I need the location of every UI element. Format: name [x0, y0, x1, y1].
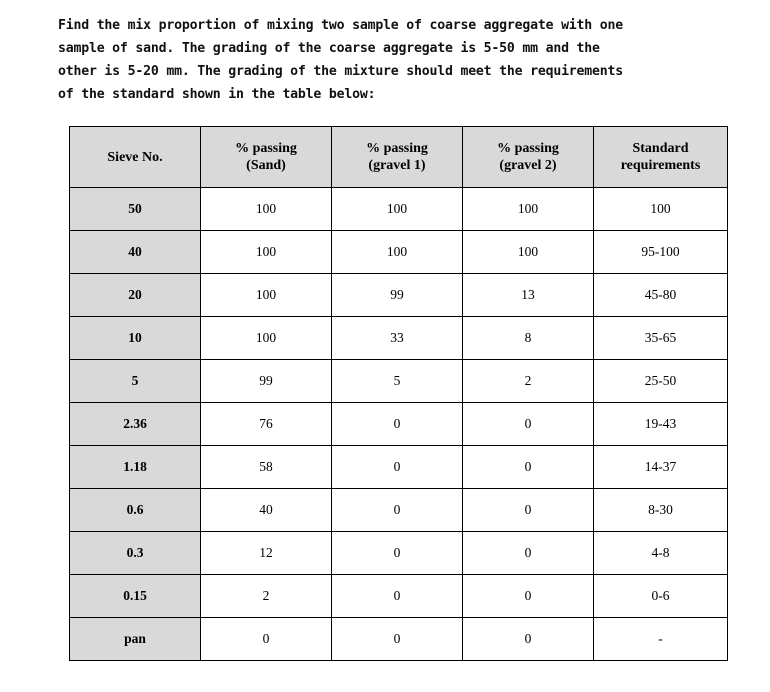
cell-sieve-no: 0.3: [70, 532, 201, 575]
table-row: [70, 360, 728, 403]
cell-passing-gravel-2: 0: [463, 532, 594, 575]
cell-sieve-no: 10: [70, 317, 201, 360]
cell-passing-sand: 100: [201, 231, 332, 274]
cell-sieve-no: 50: [70, 188, 201, 231]
cell-passing-gravel-1: 0: [332, 575, 463, 618]
cell-standard-requirements: 95-100: [594, 231, 728, 274]
cell-passing-gravel-1: 0: [332, 489, 463, 532]
cell-passing-gravel-1: 99: [332, 274, 463, 317]
cell-passing-gravel-1: 0: [332, 446, 463, 489]
cell-passing-sand: 100: [201, 317, 332, 360]
cell-standard-requirements: 100: [594, 188, 728, 231]
cell-sieve-no: 0.6: [70, 489, 201, 532]
cell-standard-requirements: 45-80: [594, 274, 728, 317]
cell-passing-gravel-2: 13: [463, 274, 594, 317]
cell-passing-gravel-2: 100: [463, 188, 594, 231]
header-sieve-no: Sieve No.: [70, 127, 201, 188]
problem-line: of the standard shown in the table below:: [58, 87, 376, 102]
cell-passing-gravel-2: 0: [463, 403, 594, 446]
header-standard-requirements: Standard requirements: [594, 127, 728, 188]
cell-passing-sand: 99: [201, 360, 332, 403]
cell-passing-sand: 100: [201, 188, 332, 231]
table-header-row: [70, 127, 728, 188]
cell-passing-gravel-1: 0: [332, 618, 463, 661]
problem-line: sample of sand. The grading of the coarse aggregate is 5-50 mm and the: [58, 41, 600, 56]
cell-passing-sand: 2: [201, 575, 332, 618]
cell-passing-sand: 76: [201, 403, 332, 446]
header-passing-sand: % passing (Sand): [201, 127, 332, 188]
cell-passing-gravel-2: 2: [463, 360, 594, 403]
cell-passing-gravel-1: 0: [332, 532, 463, 575]
table-row: [70, 274, 728, 317]
table-row: [70, 446, 728, 489]
cell-sieve-no: 1.18: [70, 446, 201, 489]
problem-line: other is 5-20 mm. The grading of the mixture should meet the requirements: [58, 64, 623, 79]
cell-sieve-no: pan: [70, 618, 201, 661]
cell-passing-sand: 100: [201, 274, 332, 317]
cell-standard-requirements: 8-30: [594, 489, 728, 532]
cell-passing-sand: 12: [201, 532, 332, 575]
cell-passing-gravel-2: 0: [463, 446, 594, 489]
cell-standard-requirements: 19-43: [594, 403, 728, 446]
cell-passing-gravel-2: 0: [463, 575, 594, 618]
cell-standard-requirements: -: [594, 618, 728, 661]
cell-standard-requirements: 0-6: [594, 575, 728, 618]
table-row: [70, 575, 728, 618]
cell-passing-gravel-2: 0: [463, 618, 594, 661]
cell-passing-gravel-2: 100: [463, 231, 594, 274]
cell-passing-gravel-1: 33: [332, 317, 463, 360]
table-row: [70, 231, 728, 274]
cell-standard-requirements: 35-65: [594, 317, 728, 360]
cell-sieve-no: 20: [70, 274, 201, 317]
cell-passing-gravel-1: 100: [332, 231, 463, 274]
cell-passing-gravel-1: 100: [332, 188, 463, 231]
cell-sieve-no: 40: [70, 231, 201, 274]
header-passing-gravel-2: % passing (gravel 2): [463, 127, 594, 188]
table-row: [70, 317, 728, 360]
cell-passing-gravel-2: 8: [463, 317, 594, 360]
cell-passing-sand: 58: [201, 446, 332, 489]
cell-passing-sand: 40: [201, 489, 332, 532]
cell-sieve-no: 2.36: [70, 403, 201, 446]
grading-table: [69, 126, 728, 661]
table-row: [70, 403, 728, 446]
table-row: [70, 532, 728, 575]
cell-standard-requirements: 14-37: [594, 446, 728, 489]
cell-passing-sand: 0: [201, 618, 332, 661]
problem-line: Find the mix proportion of mixing two sample of coarse aggregate with one: [58, 18, 623, 33]
table-row: [70, 188, 728, 231]
header-passing-gravel-1: % passing (gravel 1): [332, 127, 463, 188]
cell-sieve-no: 5: [70, 360, 201, 403]
cell-standard-requirements: 4-8: [594, 532, 728, 575]
cell-passing-gravel-2: 0: [463, 489, 594, 532]
cell-standard-requirements: 25-50: [594, 360, 728, 403]
problem-statement: [58, 14, 738, 106]
cell-passing-gravel-1: 5: [332, 360, 463, 403]
cell-sieve-no: 0.15: [70, 575, 201, 618]
cell-passing-gravel-1: 0: [332, 403, 463, 446]
table-row: [70, 618, 728, 661]
table-row: [70, 489, 728, 532]
